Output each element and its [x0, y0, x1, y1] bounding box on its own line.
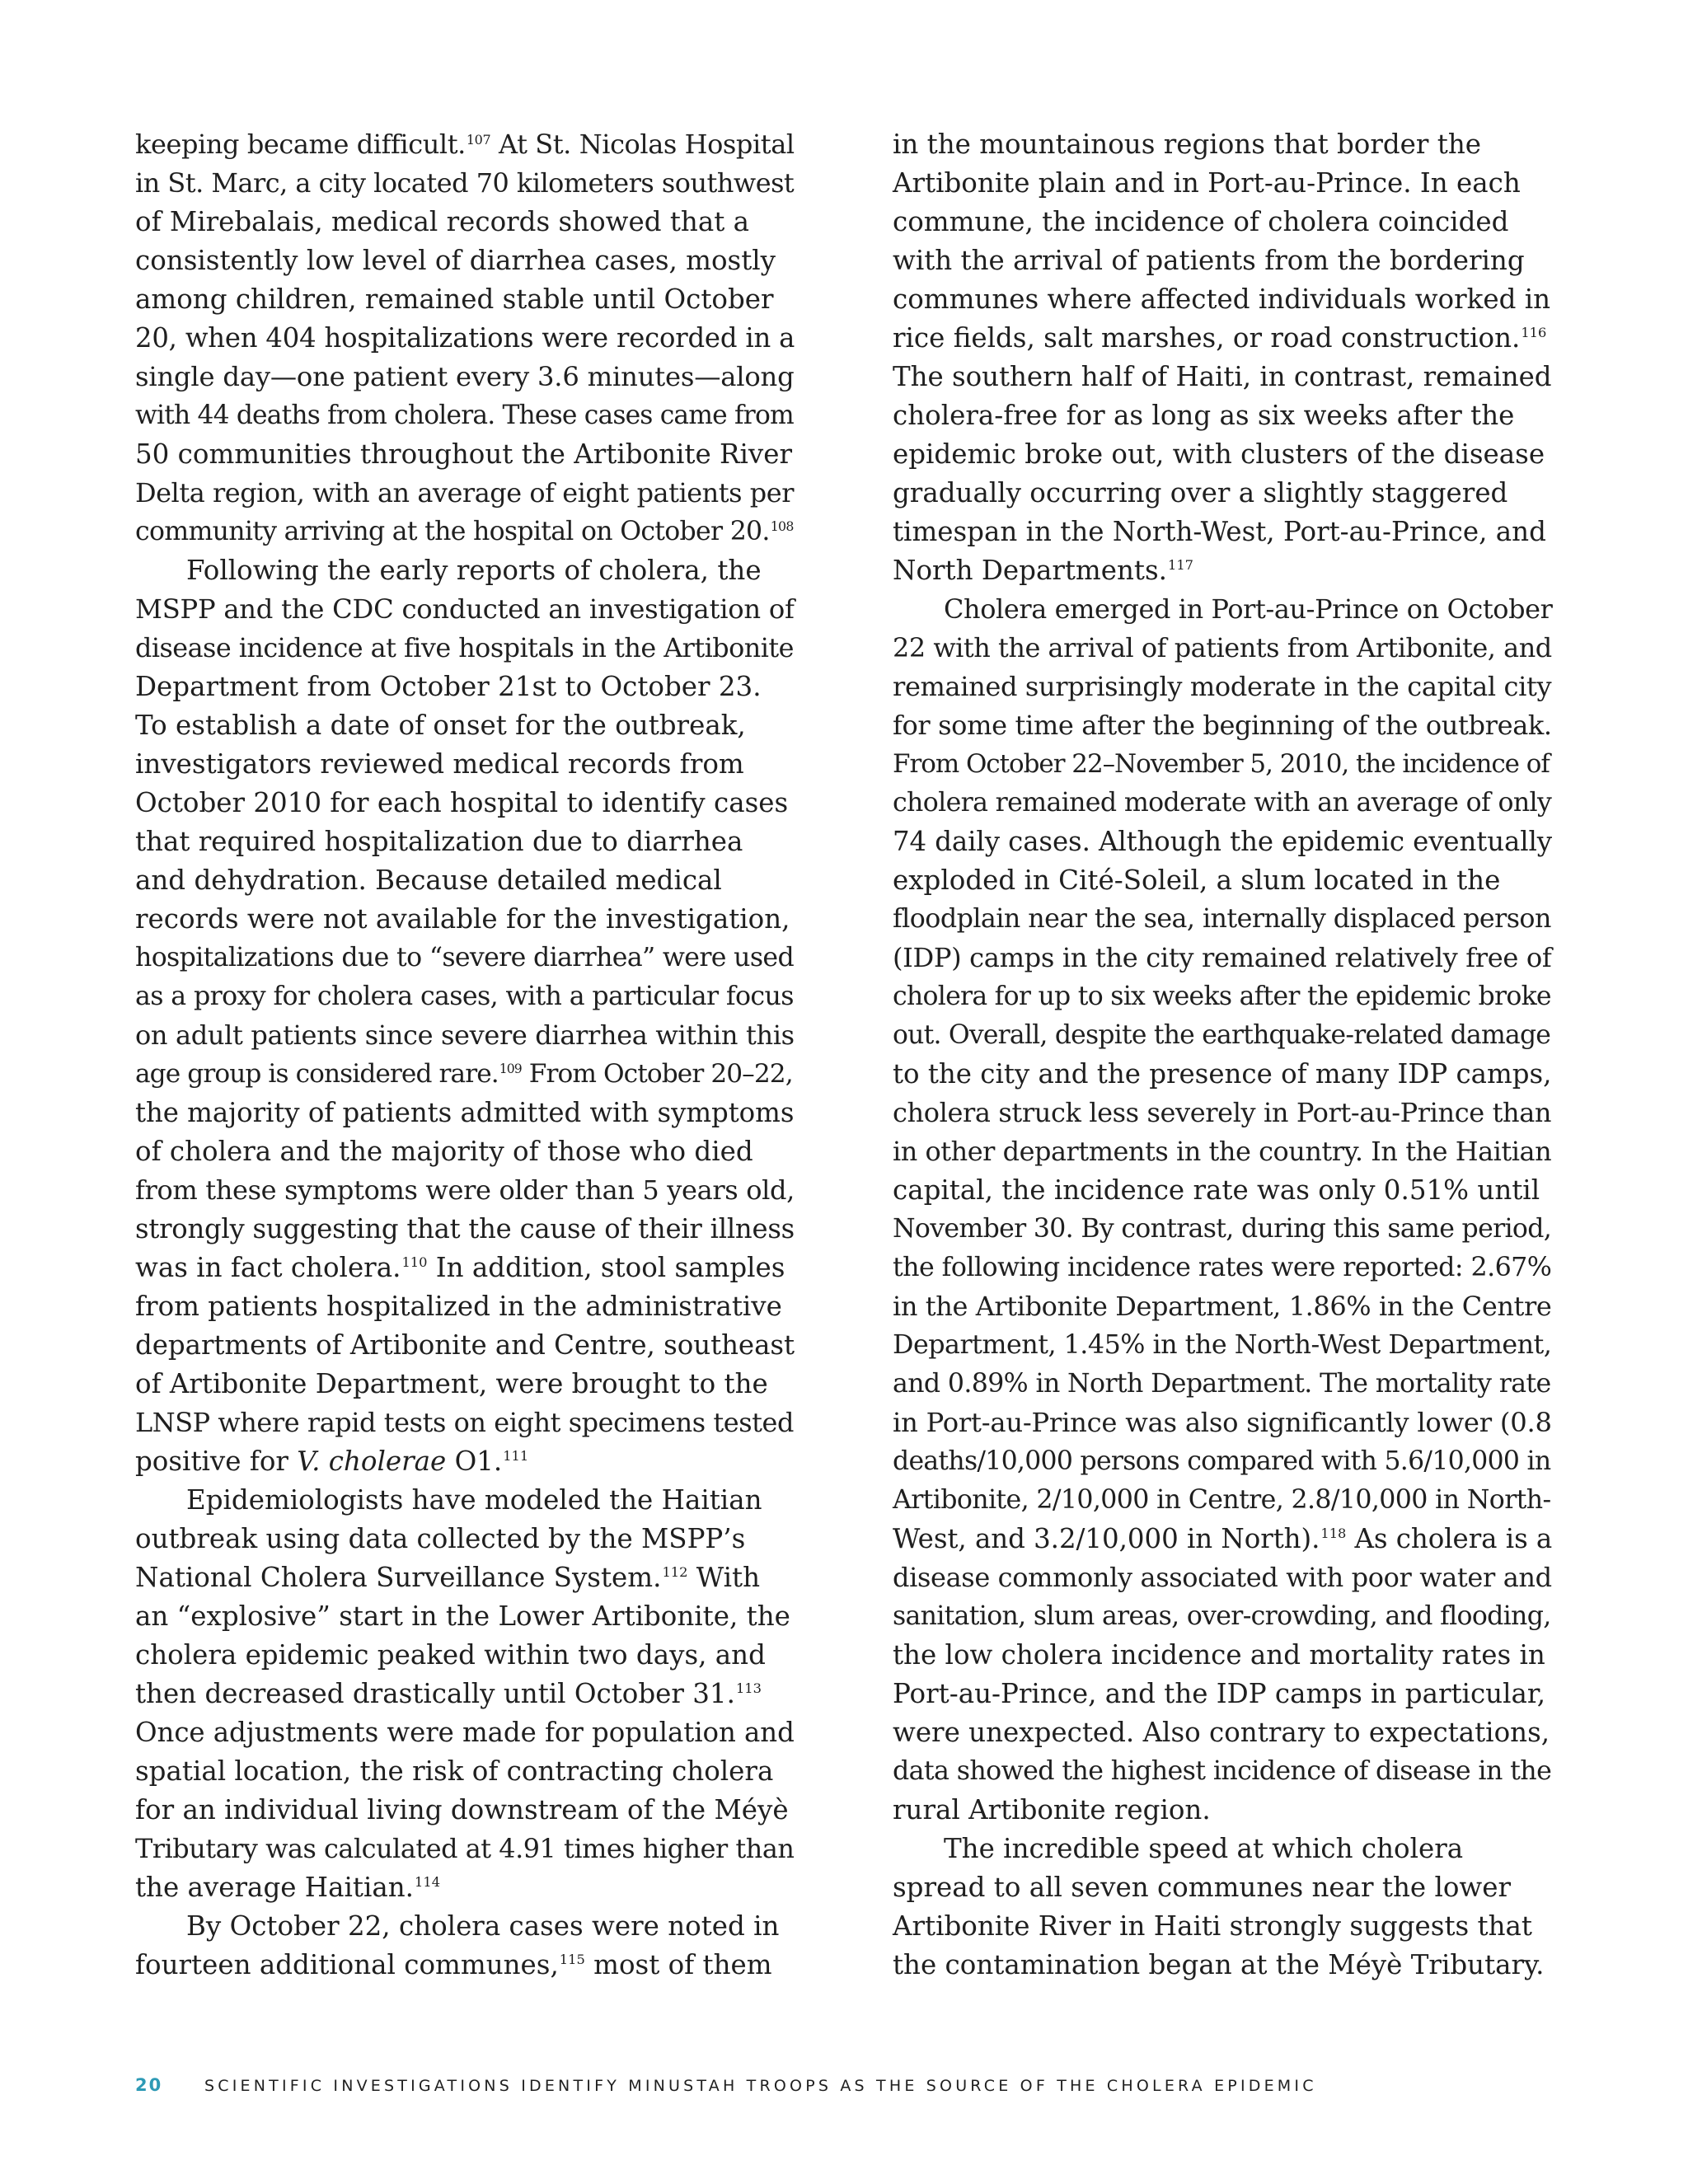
left-text-line: [135, 396, 795, 435]
footnote-marker: 109: [499, 1061, 522, 1076]
left-text-line: [135, 745, 795, 784]
text-run: 22 with the arrival of patients from Artibonite, and: [893, 632, 1552, 663]
text-run: spread to all seven communes near the lower: [893, 1872, 1512, 1903]
text-run: Cholera emerged in Port-au-Prince on October: [944, 593, 1553, 625]
right-text-line: [893, 164, 1552, 203]
right-text-line: [893, 1094, 1552, 1132]
text-run: the contamination began at the Méyè Tributary.: [893, 1949, 1545, 1980]
right-text-line: [893, 1520, 1552, 1558]
left-text-line: [135, 1597, 795, 1636]
right-text-line: [893, 629, 1552, 668]
right-text-line: [893, 203, 1552, 241]
text-run: disease incidence at five hospitals in the Artibonite: [135, 632, 794, 663]
left-text-line: [135, 1752, 795, 1791]
text-run: Delta region, with an average of eight patients per: [135, 477, 794, 509]
text-run: The southern half of Haiti, in contrast, remained: [893, 361, 1552, 392]
text-run: and dehydration. Because detailed medical: [135, 865, 722, 896]
text-run: With: [687, 1562, 761, 1593]
text-run: community arriving at the hospital on October 20.: [135, 517, 770, 546]
text-run: spatial location, the risk of contracting cholera: [135, 1755, 774, 1787]
page-number: 20: [135, 2075, 163, 2095]
right-text-line: [893, 1249, 1552, 1287]
text-run: of cholera and the majority of those who died: [135, 1136, 753, 1167]
left-text-line: [135, 513, 795, 551]
right-text-line: [893, 1558, 1552, 1597]
text-run: timespan in the North-West, Port-au-Prince, and: [893, 516, 1546, 547]
text-run: November 30. By contrast, during this same period,: [893, 1214, 1552, 1244]
text-run: were unexpected. Also contrary to expectations,: [893, 1717, 1550, 1748]
left-text-line: [135, 241, 795, 280]
footnote-marker: 116: [1521, 325, 1547, 341]
left-text-line: [135, 435, 795, 474]
left-text-line: [135, 861, 795, 900]
left-text-line: [135, 939, 795, 977]
left-text-line: [135, 474, 795, 513]
left-text-line: [135, 900, 795, 939]
footnote-marker: 110: [401, 1254, 428, 1271]
left-text-line: [135, 1791, 795, 1830]
text-run: records were not available for the investigation,: [135, 903, 790, 935]
page-footer: [135, 2075, 1619, 2100]
text-run: floodplain near the sea, internally displaced person: [893, 904, 1551, 934]
left-text-line: [135, 1094, 795, 1132]
text-run: At St. Nicolas Hospital: [490, 129, 795, 160]
text-run: Port-au-Prince, and the IDP camps in particular,: [893, 1678, 1546, 1709]
right-text-line: [893, 1946, 1552, 1985]
right-text-line: [893, 1791, 1552, 1830]
text-run: (IDP) camps in the city remained relatively free of: [893, 942, 1552, 973]
text-run: positive for: [135, 1446, 298, 1477]
text-run: cholera struck less severely in Port-au-Prince than: [893, 1097, 1552, 1128]
text-run: of Mirebalais, medical records showed that a: [135, 206, 749, 237]
text-run: strongly suggesting that the cause of their illness: [135, 1213, 795, 1244]
right-text-line: [893, 900, 1552, 939]
footnote-marker: 114: [415, 1874, 441, 1891]
text-run: keeping became difficult.: [135, 129, 466, 160]
text-run: for an individual living downstream of the Méyè: [135, 1794, 789, 1825]
text-run: fourteen additional communes,: [135, 1949, 559, 1980]
right-text-line: [893, 1132, 1552, 1171]
text-run: from patients hospitalized in the administrative: [135, 1291, 782, 1322]
left-text-line: [135, 1171, 795, 1210]
left-text-line: [135, 1132, 795, 1171]
footnote-marker: 113: [735, 1680, 762, 1697]
right-text-line: [893, 784, 1552, 823]
text-run: cholera remained moderate with an average of only: [893, 788, 1552, 818]
text-run: the following incidence rates were reported: 2.67%: [893, 1253, 1552, 1282]
right-text-line: [893, 1210, 1552, 1249]
left-text-line: [135, 280, 795, 319]
left-text-line: [135, 1558, 795, 1597]
text-run: communes where affected individuals worked in: [893, 284, 1551, 315]
text-run: out. Overall, despite the earthquake-related damage: [893, 1020, 1551, 1050]
text-run: as a proxy for cholera cases, with a particular focus: [135, 982, 794, 1011]
text-run: an “explosive” start in the Lower Artibonite, the: [135, 1601, 790, 1632]
running-title: SCIENTIFIC INVESTIGATIONS IDENTIFY MINUSTAH TROOPS AS THE SOURCE OF THE CHOLERA EPIDEMIC: [204, 2077, 1317, 2095]
text-run: the low cholera incidence and mortality rates in: [893, 1639, 1545, 1671]
left-text-line: [135, 1713, 795, 1752]
right-text-line: [893, 1055, 1552, 1094]
text-run: National Cholera Surveillance System.: [135, 1562, 662, 1593]
left-text-line: [135, 1016, 795, 1055]
right-text-line: [893, 1481, 1552, 1520]
left-text-line: [135, 203, 795, 241]
right-text-line: [893, 706, 1552, 745]
right-text-line: [893, 435, 1552, 474]
right-text-line: [893, 551, 1552, 590]
text-run: the majority of patients admitted with symptoms: [135, 1097, 795, 1128]
text-run: that required hospitalization due to diarrhea: [135, 826, 743, 857]
left-text-line: [135, 1830, 795, 1868]
right-text-line: [893, 513, 1552, 551]
text-run: exploded in Cité-Soleil, a slum located in the: [893, 865, 1501, 896]
text-run: Department from October 21st to October 23.: [135, 671, 762, 702]
text-run: Following the early reports of cholera, the: [186, 555, 762, 586]
left-text-line: [135, 1675, 795, 1713]
left-text-line: [135, 125, 795, 164]
text-run: in the mountainous regions that border the: [893, 129, 1482, 160]
text-run: age group is considered rare.: [135, 1059, 499, 1089]
text-run: North Departments.: [893, 555, 1167, 586]
right-text-line: [893, 280, 1552, 319]
text-run: on adult patients since severe diarrhea within this: [135, 1019, 795, 1051]
left-text-line: [135, 706, 795, 745]
footnote-marker: 118: [1320, 1526, 1347, 1542]
right-text-column: [893, 125, 1552, 1985]
right-text-line: [893, 861, 1552, 900]
text-run: From October 22–November 5, 2010, the incidence of: [893, 749, 1550, 779]
right-text-line: [893, 1326, 1552, 1365]
right-text-line: [893, 668, 1552, 706]
text-run: in Port-au-Prince was also significantly lower (0.8: [893, 1407, 1552, 1438]
text-run: in St. Marc, a city located 70 kilometers southwest: [135, 167, 795, 199]
text-run: Once adjustments were made for population and: [135, 1717, 795, 1748]
text-run: in other departments in the country. In the Haitian: [893, 1136, 1552, 1167]
left-text-line: [135, 319, 795, 358]
text-run: data showed the highest incidence of disease in the: [893, 1756, 1552, 1786]
text-run: As cholera is a: [1346, 1523, 1553, 1554]
text-run: among children, remained stable until October: [135, 284, 774, 315]
text-run: hospitalizations due to “severe diarrhea” were used: [135, 943, 795, 972]
text-run: epidemic broke out, with clusters of the disease: [893, 438, 1545, 470]
text-run: disease commonly associated with poor water and: [893, 1562, 1552, 1593]
right-text-line: [893, 977, 1552, 1016]
text-run: rice fields, salt marshes, or road construction.: [893, 322, 1521, 354]
right-text-line: [893, 358, 1552, 396]
text-run: Tributary was calculated at 4.91 times higher than: [135, 1833, 795, 1864]
text-run: October 2010 for each hospital to identify cases: [135, 787, 789, 818]
footnote-marker: 108: [770, 518, 794, 534]
text-run: MSPP and the CDC conducted an investigation of: [135, 593, 795, 625]
left-text-line: [135, 668, 795, 706]
text-run: of Artibonite Department, were brought to the: [135, 1368, 768, 1399]
right-text-line: [893, 319, 1552, 358]
text-run: departments of Artibonite and Centre, southeast: [135, 1329, 795, 1361]
right-text-line: [893, 1830, 1552, 1868]
italic-text: V. cholerae: [297, 1446, 447, 1477]
text-run: to the city and the presence of many IDP camps,: [893, 1058, 1552, 1090]
text-run: from these symptoms were older than 5 years old,: [135, 1174, 795, 1206]
text-run: 74 daily cases. Although the epidemic eventually: [893, 826, 1552, 857]
right-text-line: [893, 1404, 1552, 1442]
text-run: deaths/10,000 persons compared with 5.6/10,000 in: [893, 1446, 1551, 1476]
text-run: In addition, stool samples: [427, 1252, 785, 1283]
text-run: outbreak using data collected by the MSPP’s: [135, 1523, 746, 1554]
left-text-line: [135, 590, 795, 629]
footnote-marker: 117: [1167, 557, 1194, 574]
text-run: Department, 1.45% in the North-West Department,: [893, 1330, 1552, 1360]
text-run: investigators reviewed medical records from: [135, 748, 744, 780]
left-text-line: [135, 1636, 795, 1675]
text-run: was in fact cholera.: [135, 1252, 401, 1283]
left-text-line: [135, 1404, 795, 1442]
text-run: single day—one patient every 3.6 minutes—along: [135, 361, 795, 392]
left-text-line: [135, 1907, 795, 1946]
right-text-line: [893, 125, 1552, 164]
right-text-line: [893, 1016, 1552, 1055]
right-text-line: [893, 1636, 1552, 1675]
text-run: commune, the incidence of cholera coincided: [893, 206, 1509, 237]
left-text-line: [135, 551, 795, 590]
right-text-line: [893, 1907, 1552, 1946]
text-run: with 44 deaths from cholera. These cases came from: [135, 401, 794, 430]
text-run: consistently low level of diarrhea cases, mostly: [135, 245, 776, 276]
right-text-line: [893, 590, 1552, 629]
right-text-line: [893, 745, 1552, 784]
left-text-line: [135, 1055, 795, 1094]
footnote-marker: 112: [662, 1564, 688, 1581]
right-text-line: [893, 474, 1552, 513]
left-text-line: [135, 784, 795, 823]
text-run: By October 22, cholera cases were noted in: [186, 1910, 780, 1942]
text-run: West, and 3.2/10,000 in North).: [893, 1523, 1320, 1554]
left-text-column: [135, 125, 795, 1985]
text-run: the average Haitian.: [135, 1872, 415, 1903]
left-text-line: [135, 629, 795, 668]
right-text-line: [893, 1442, 1552, 1481]
right-text-line: [893, 1752, 1552, 1791]
text-run: remained surprisingly moderate in the capital city: [893, 671, 1552, 702]
right-text-line: [893, 939, 1552, 977]
left-text-line: [135, 1520, 795, 1558]
right-text-line: [893, 1868, 1552, 1907]
footnote-marker: 111: [503, 1448, 529, 1465]
footnote-marker: 115: [559, 1952, 585, 1968]
text-run: in the Artibonite Department, 1.86% in the Centre: [893, 1291, 1552, 1322]
left-text-line: [135, 1287, 795, 1326]
text-run: Artibonite plain and in Port-au-Prince. In each: [893, 167, 1521, 199]
left-text-line: [135, 1946, 795, 1985]
text-run: The incredible speed at which cholera: [944, 1833, 1464, 1864]
right-text-line: [893, 1287, 1552, 1326]
text-run: gradually occurring over a slightly staggered: [893, 477, 1508, 509]
right-text-line: [893, 1597, 1552, 1636]
footnote-marker: 107: [466, 131, 491, 148]
text-run: cholera-free for as long as six weeks after the: [893, 400, 1515, 431]
text-run: capital, the incidence rate was only 0.51% until: [893, 1174, 1540, 1206]
text-run: From October 20–22,: [521, 1059, 793, 1089]
text-run: then decreased drastically until October 31.: [135, 1678, 735, 1709]
text-run: sanitation, slum areas, over-crowding, and flooding,: [893, 1601, 1551, 1631]
text-run: for some time after the beginning of the outbreak.: [893, 710, 1552, 741]
text-run: rural Artibonite region.: [893, 1794, 1211, 1825]
text-run: with the arrival of patients from the bordering: [893, 245, 1525, 276]
text-run: most of them: [584, 1949, 772, 1980]
left-text-line: [135, 1442, 795, 1481]
text-run: Artibonite River in Haiti strongly suggests that: [893, 1910, 1532, 1942]
text-run: Artibonite, 2/10,000 in Centre, 2.8/10,000 in North-: [893, 1485, 1551, 1515]
left-text-line: [135, 1481, 795, 1520]
text-run: O1.: [446, 1446, 503, 1477]
left-text-line: [135, 358, 795, 396]
right-text-line: [893, 1365, 1552, 1404]
text-run: cholera epidemic peaked within two days, and: [135, 1639, 766, 1671]
left-text-line: [135, 977, 795, 1016]
left-text-line: [135, 1326, 795, 1365]
text-run: To establish a date of onset for the outbreak,: [135, 710, 746, 741]
text-run: LNSP where rapid tests on eight specimens tested: [135, 1407, 794, 1438]
left-text-line: [135, 164, 795, 203]
right-text-line: [893, 823, 1552, 861]
text-run: cholera for up to six weeks after the epidemic broke: [893, 982, 1551, 1011]
text-run: Epidemiologists have modeled the Haitian: [186, 1484, 762, 1516]
left-text-line: [135, 1210, 795, 1249]
text-run: 50 communities throughout the Artibonite River: [135, 438, 793, 470]
right-text-line: [893, 396, 1552, 435]
left-text-line: [135, 1868, 795, 1907]
left-text-line: [135, 1249, 795, 1287]
right-text-line: [893, 1675, 1552, 1713]
text-run: 20, when 404 hospitalizations were recorded in a: [135, 322, 795, 354]
left-text-line: [135, 1365, 795, 1404]
right-text-line: [893, 241, 1552, 280]
left-text-line: [135, 823, 795, 861]
right-text-line: [893, 1171, 1552, 1210]
text-run: and 0.89% in North Department. The mortality rate: [893, 1369, 1551, 1399]
right-text-line: [893, 1713, 1552, 1752]
